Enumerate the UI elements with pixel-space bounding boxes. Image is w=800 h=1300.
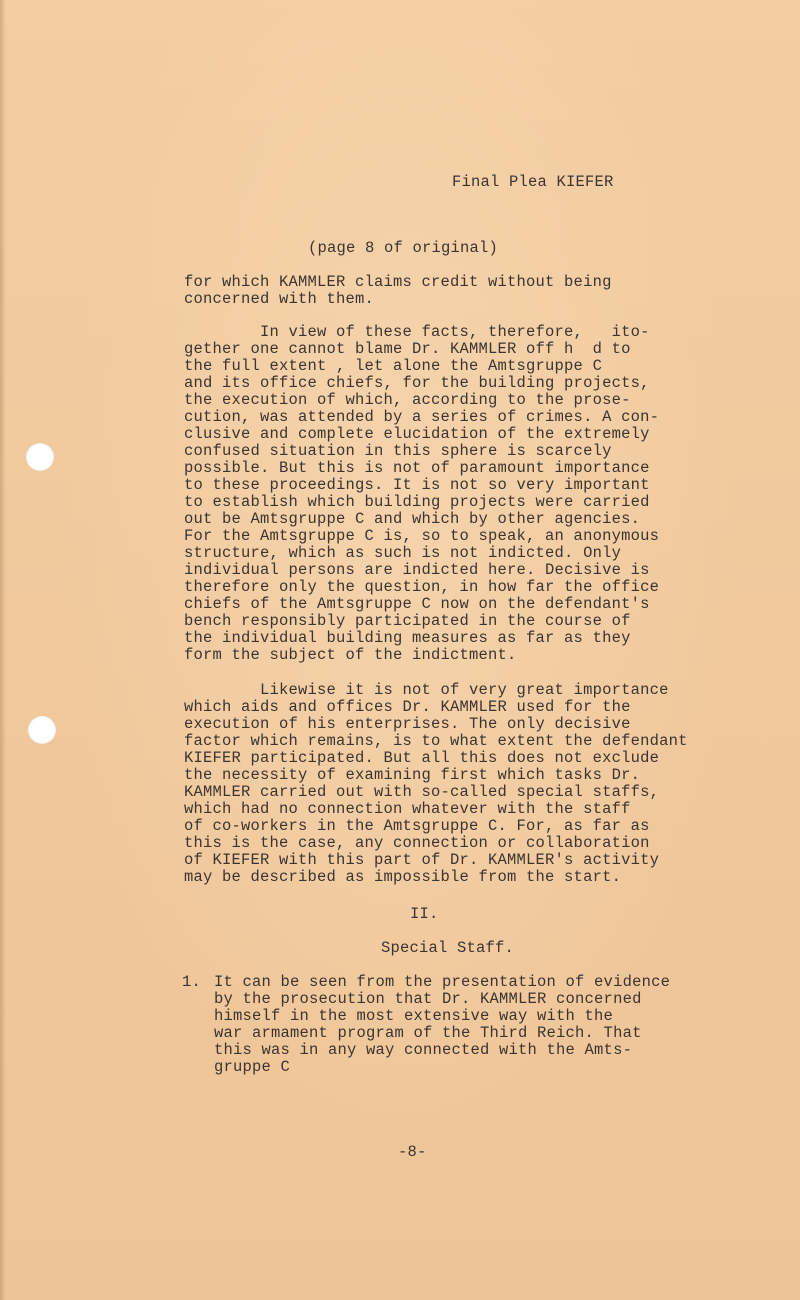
section-title: Special Staff. xyxy=(381,939,515,957)
punch-hole-top xyxy=(26,443,54,471)
page-header: Final Plea KIEFER xyxy=(452,173,614,191)
page-number: -8- xyxy=(398,1143,427,1161)
page-edge-shadow xyxy=(0,0,6,1300)
section-number: II. xyxy=(410,905,439,923)
punch-hole-bottom xyxy=(28,716,56,744)
page-reference: (page 8 of original) xyxy=(308,239,499,257)
list-item-number: 1. xyxy=(182,973,202,991)
paragraph-view-of-facts: In view of these facts, therefore, ito- gether one cannot blame Dr. KAMMLER off h d to the full extent , let alone the Amtsgruppe C and its office chiefs, for the building projects, the execution of which, according to the prose- cution, was attended by a series of crimes. A con- clusive and complete elucidation of the extremely confused situation in this sphere is scarcely possible. But this is not of paramount importance to these proceedings. It is not so very important to establish which building projects were carried out be Amtsgruppe C and which by other agencies. For the Amtsgruppe C is, so to speak, an anonymous structure, which as such is not indicted. Only individual persons are indicted here. Decisive is therefore only the question, in how far the office chiefs of the Amtsgruppe C now on the defendant's bench responsibly participated in the course of the individual building measures as far as they form the subject of the indictment. xyxy=(184,323,660,664)
paragraph-likewise: Likewise it is not of very great importance which aids and offices Dr. KAMMLER used for the execution of his enterprises. The only decisive factor which remains, is to what extent the defendant KIEFER participated. But all this does not exclude the necessity of examining first which tasks Dr. KAMMLER carried out with so-called special staffs, which had no connection whatever with the staff of co-workers in the Amtsgruppe C. For, as far as this is the case, any connection or collaboration of KIEFER with this part of Dr. KAMMLER's activity may be described as impossible from the start. xyxy=(184,681,688,886)
list-item-text: It can be seen from the presentation of evidence by the prosecution that Dr. KAMMLER concerned himself in the most extensive way with the war armament program of the Third Reich. That this was in any way connected with the Amts- gruppe C xyxy=(214,973,671,1076)
paragraph-continuation: for which KAMMLER claims credit without being concerned with them. xyxy=(184,273,612,308)
